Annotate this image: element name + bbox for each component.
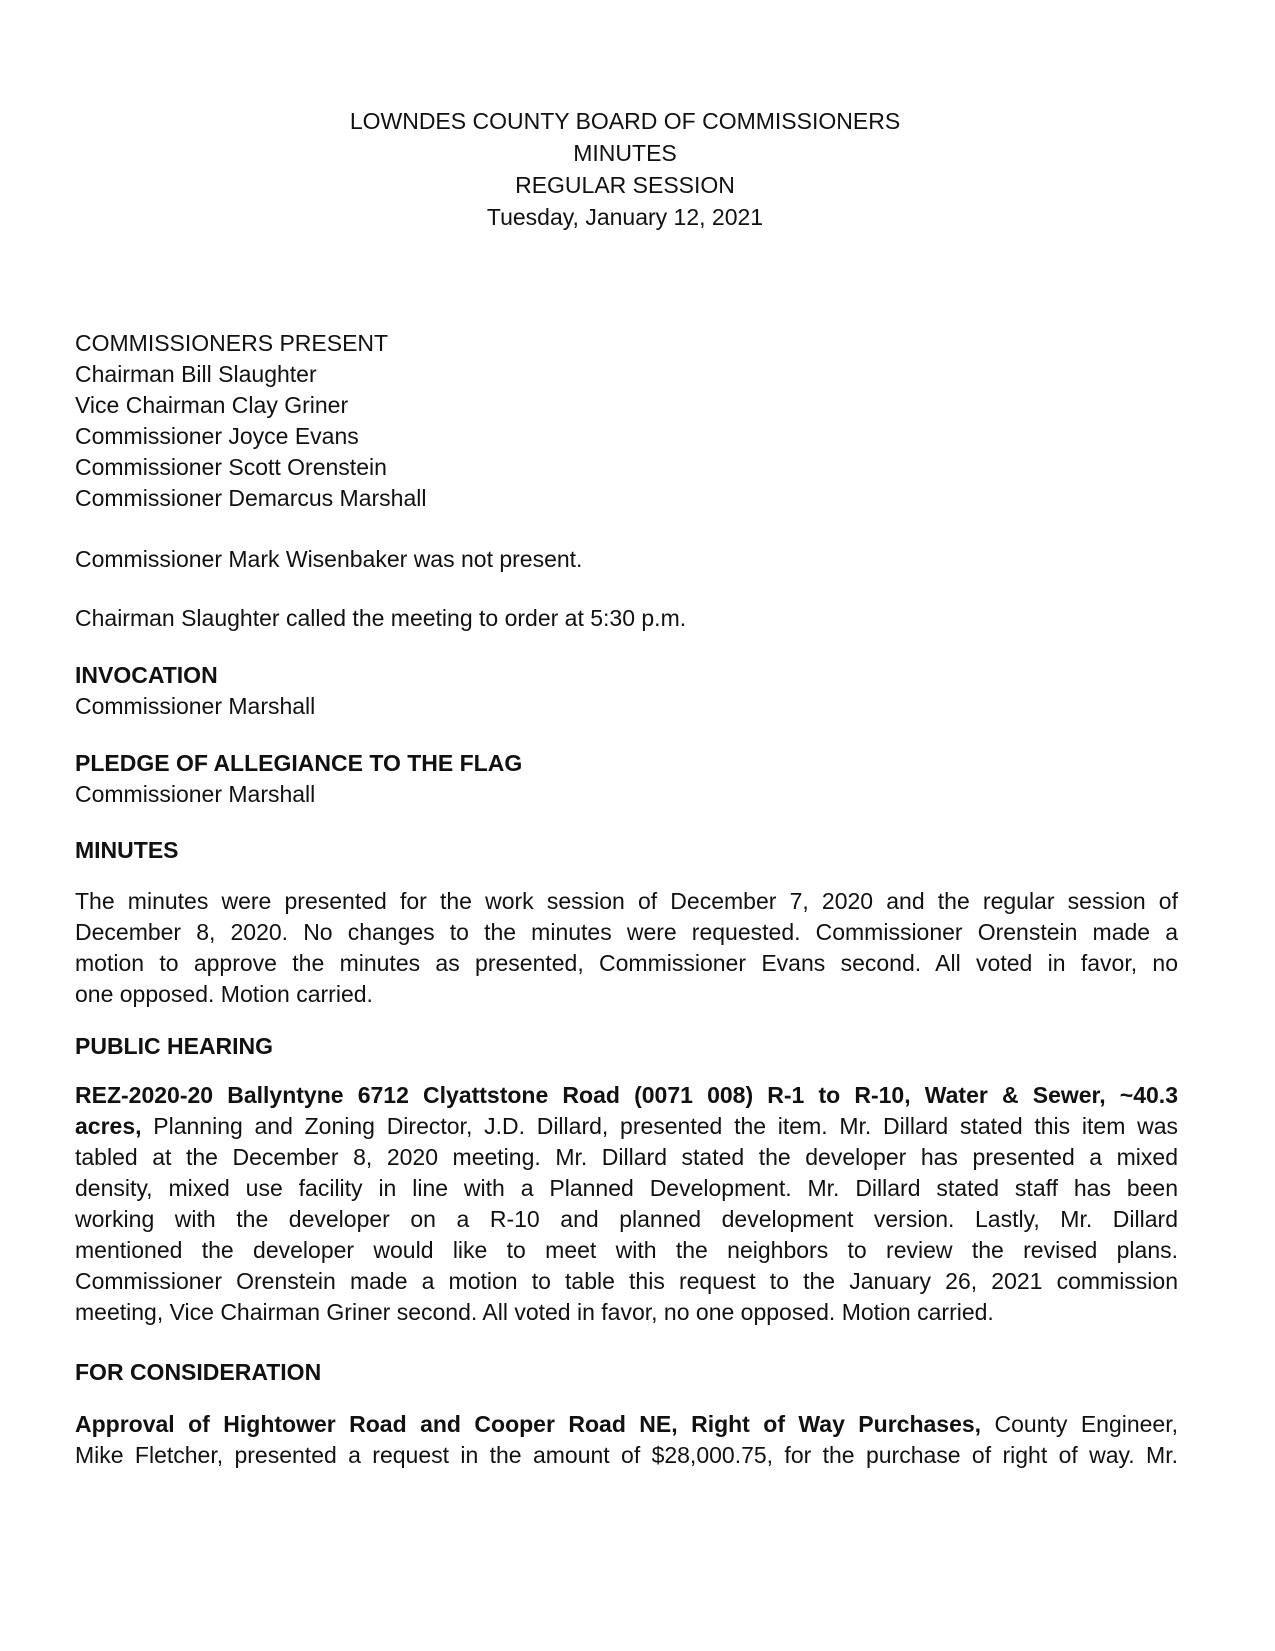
pledge-section	[75, 748, 1178, 810]
public-hearing-heading: PUBLIC HEARING	[75, 1033, 274, 1059]
paragraph-line: meeting, Vice Chairman Griner second. All voted in favor, no one opposed. Motion carried.	[75, 1299, 994, 1325]
for-consideration-heading: FOR CONSIDERATION	[75, 1359, 322, 1385]
present-member: Commissioner Joyce Evans	[75, 423, 359, 449]
invocation-section	[75, 660, 1178, 722]
attendance-heading: COMMISSIONERS PRESENT	[75, 330, 389, 356]
item-title: Approval of Hightower Road and Cooper Road NE, Right of Way Purchases,	[75, 1411, 982, 1437]
paragraph-line: mentioned the developer would like to meet with the neighbors to review the revised plans.	[75, 1237, 1178, 1263]
header-date: Tuesday, January 12, 2021	[486, 204, 764, 230]
item-text: Planning and Zoning Director, J.D. Dillard, presented the item. Mr. Dillard stated this item was	[141, 1113, 1178, 1139]
pledge-by: Commissioner Marshall	[75, 781, 316, 807]
present-member: Vice Chairman Clay Griner	[75, 392, 349, 418]
for-consideration-paragraph	[75, 1409, 1178, 1471]
minutes-paragraph	[75, 886, 1178, 1010]
paragraph-line: density, mixed use facility in line with a Planned Development. Mr. Dillard stated staff has been	[75, 1175, 1178, 1201]
item-title-cont: acres,	[75, 1113, 142, 1139]
header-organization: LOWNDES COUNTY BOARD OF COMMISSIONERS	[349, 108, 901, 134]
paragraph-line: working with the developer on a R-10 and planned development version. Lastly, Mr. Dillard	[75, 1206, 1178, 1232]
attendance-section	[75, 328, 1178, 514]
header-session-type: REGULAR SESSION	[515, 172, 735, 198]
paragraph-line: Commissioner Orenstein made a motion to table this request to the January 26, 2021 commission	[75, 1268, 1178, 1294]
item-title-line	[75, 1080, 1178, 1111]
paragraph-line: Mike Fletcher, presented a request in the amount of $28,000.75, for the purchase of right of way. Mr.	[75, 1442, 1178, 1468]
present-member: Commissioner Demarcus Marshall	[75, 485, 427, 511]
public-hearing-heading-block	[75, 1031, 1178, 1062]
pledge-heading: PLEDGE OF ALLEGIANCE TO THE FLAG	[75, 750, 523, 776]
present-member: Commissioner Scott Orenstein	[75, 454, 387, 480]
paragraph-line	[75, 1111, 1178, 1142]
item-title: REZ-2020-20 Ballyntyne 6712 Clyattstone Road (0071 008) R-1 to R-10, Water & Sewer, ~40.3	[75, 1082, 1178, 1108]
paragraph-line: December 8, 2020. No changes to the minutes were requested. Commissioner Orenstein made a	[75, 919, 1178, 945]
paragraph-line: The minutes were presented for the work session of December 7, 2020 and the regular session of	[75, 888, 1178, 914]
item-title-line	[75, 1409, 1178, 1440]
call-to-order	[75, 603, 1178, 634]
invocation-heading: INVOCATION	[75, 662, 218, 688]
invocation-by: Commissioner Marshall	[75, 693, 316, 719]
public-hearing-paragraph	[75, 1080, 1178, 1328]
call-to-order-text: Chairman Slaughter called the meeting to order at 5:30 p.m.	[75, 605, 687, 631]
paragraph-line: tabled at the December 8, 2020 meeting. Mr. Dillard stated the developer has presented a mixed	[75, 1144, 1178, 1170]
for-consideration-heading-block	[75, 1357, 1178, 1388]
item-text: County Engineer,	[981, 1411, 1179, 1437]
header-doc-type: MINUTES	[573, 140, 677, 166]
document-header	[0, 105, 1250, 233]
absent-note	[75, 544, 1178, 575]
minutes-heading-block	[75, 835, 1178, 866]
paragraph-line: motion to approve the minutes as presented, Commissioner Evans second. All voted in favor, no	[75, 950, 1178, 976]
absent-note-text: Commissioner Mark Wisenbaker was not present.	[75, 546, 583, 572]
minutes-heading: MINUTES	[75, 837, 179, 863]
paragraph-line: one opposed. Motion carried.	[75, 981, 373, 1007]
present-member: Chairman Bill Slaughter	[75, 361, 317, 387]
